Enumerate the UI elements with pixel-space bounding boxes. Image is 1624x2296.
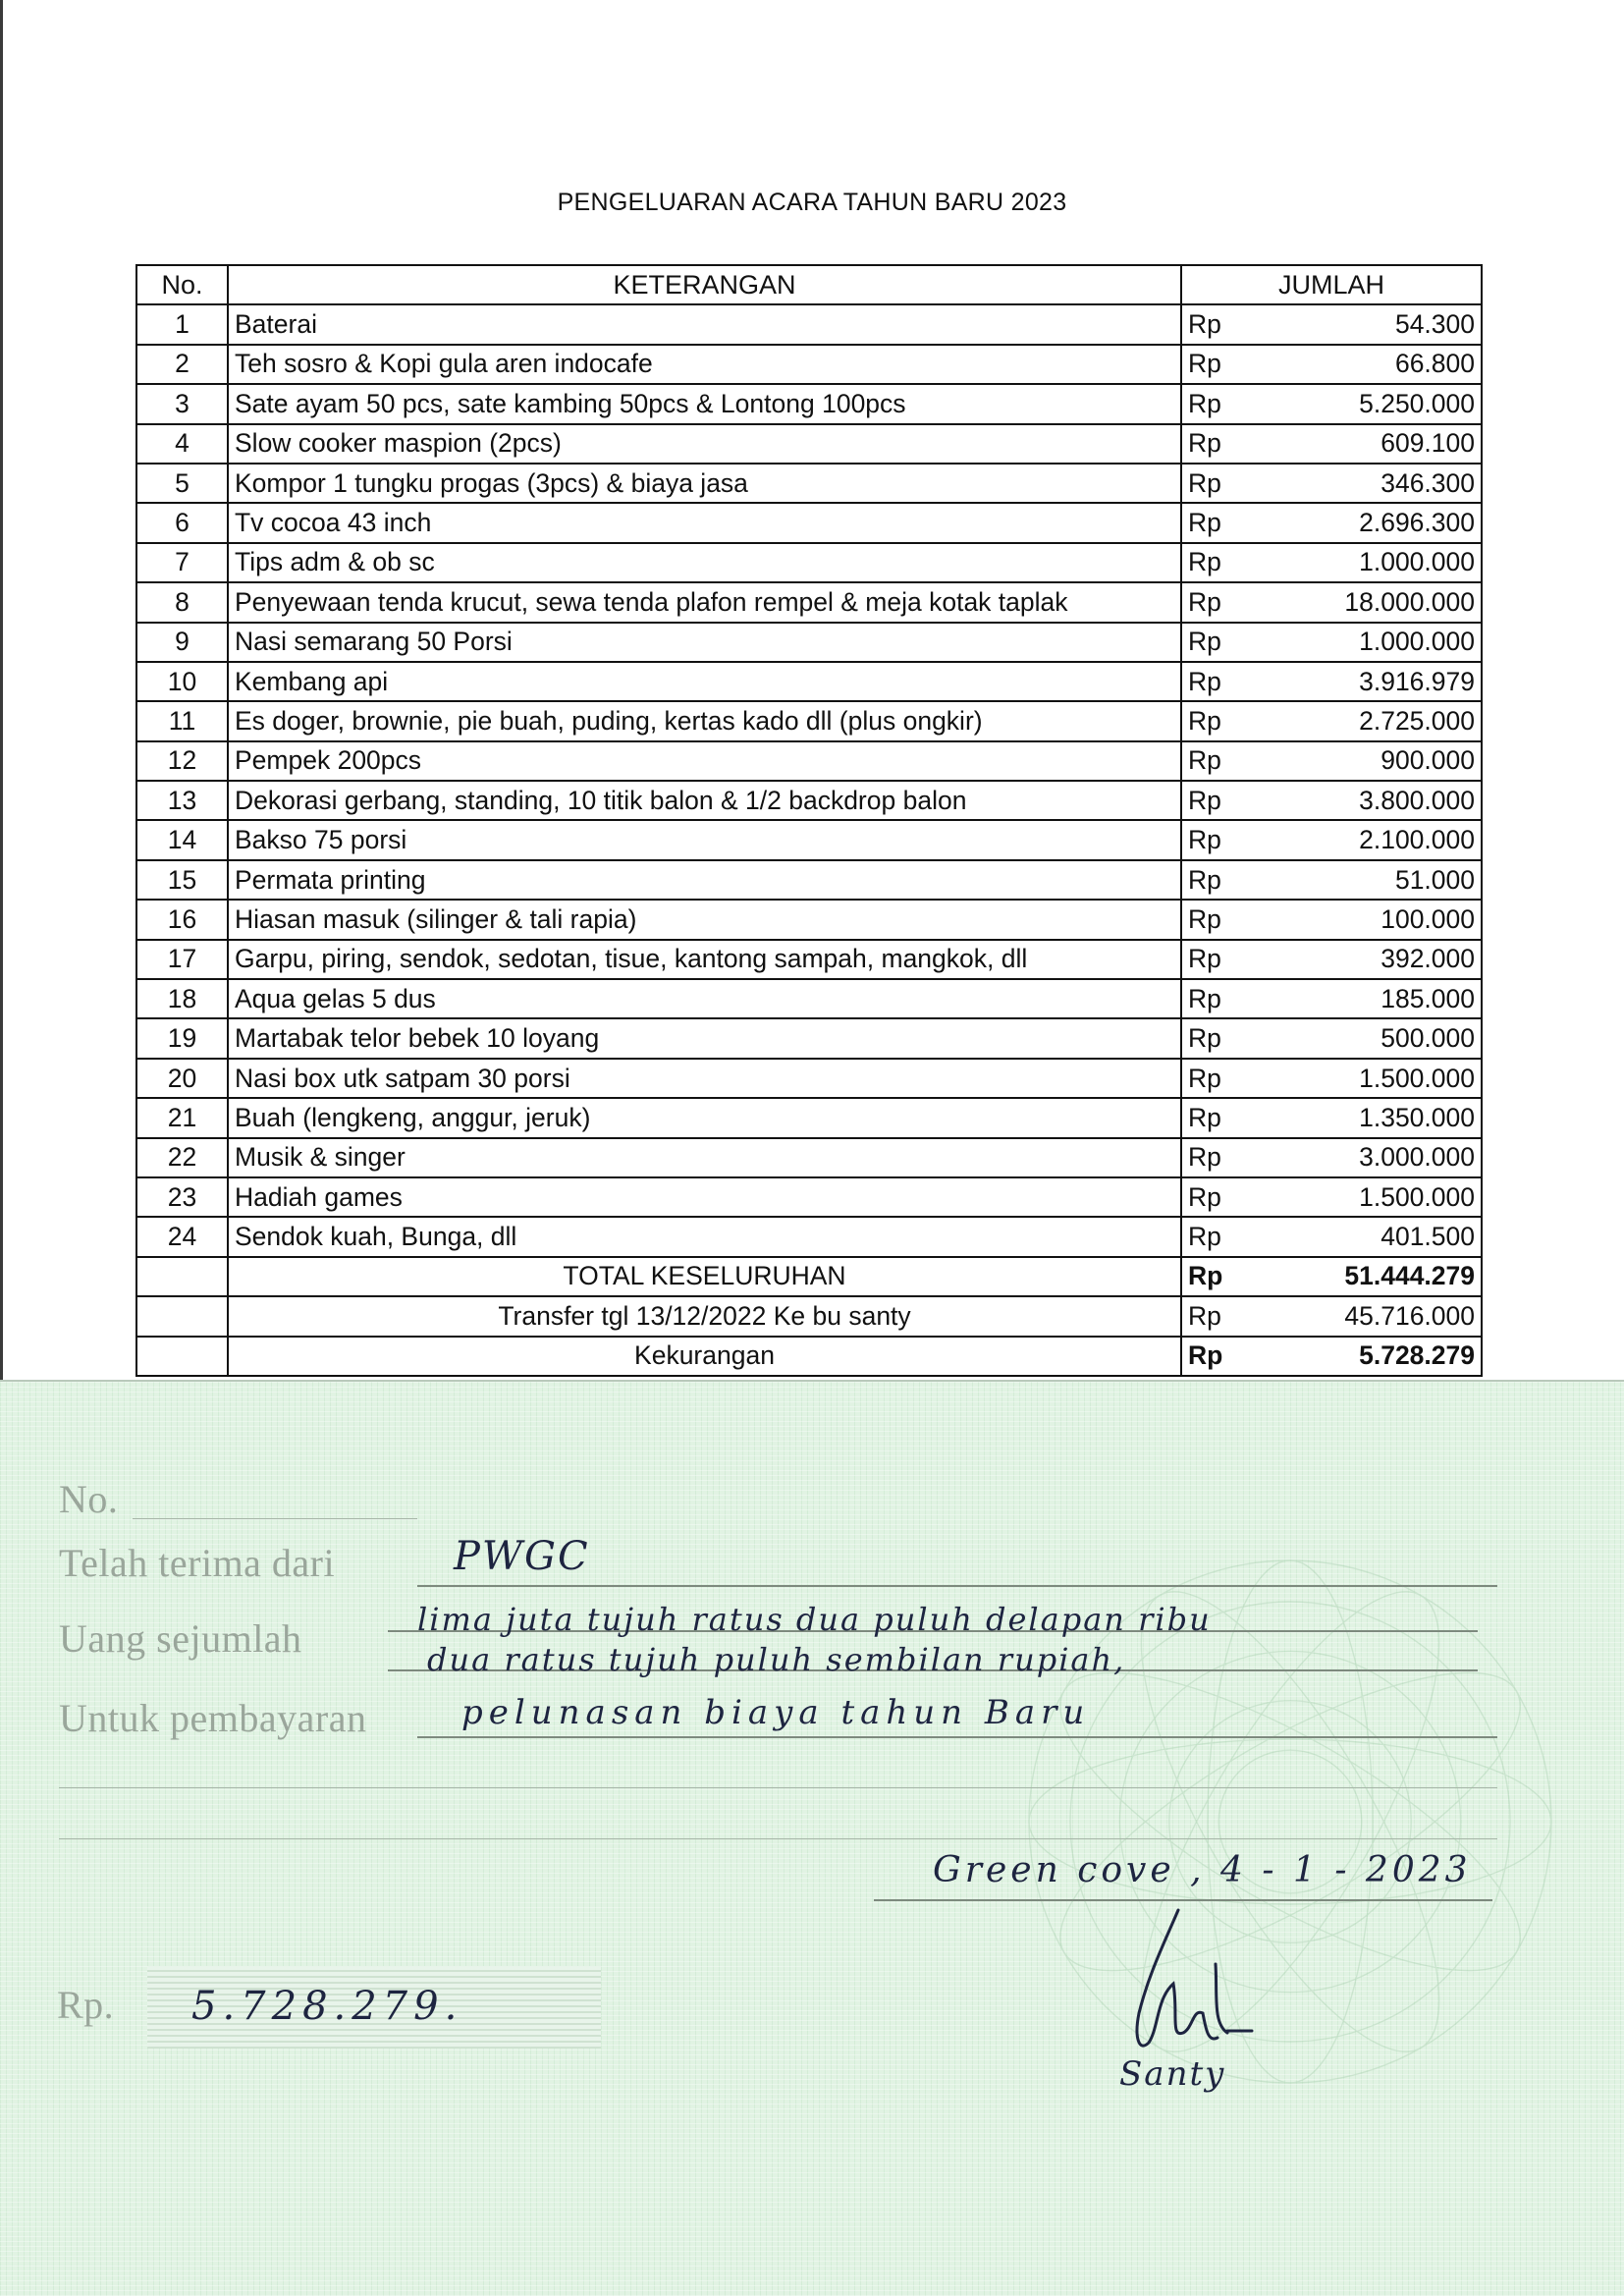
item-currency: Rp — [1181, 543, 1240, 582]
item-currency: Rp — [1181, 345, 1240, 384]
item-currency: Rp — [1181, 464, 1240, 503]
summary-amount: 45.716.000 — [1240, 1296, 1482, 1336]
item-description: Hadiah games — [228, 1177, 1181, 1217]
item-amount: 100.000 — [1240, 900, 1482, 939]
item-currency: Rp — [1181, 304, 1240, 344]
table-row — [136, 464, 1482, 503]
item-description: Es doger, brownie, pie buah, puding, kertas kado dll (plus ongkir) — [228, 701, 1181, 740]
item-amount: 1.000.000 — [1240, 623, 1482, 662]
item-amount: 2.725.000 — [1240, 701, 1482, 740]
item-currency: Rp — [1181, 741, 1240, 781]
item-amount: 2.100.000 — [1240, 820, 1482, 859]
item-amount: 1.350.000 — [1240, 1098, 1482, 1137]
header-jumlah: JUMLAH — [1181, 265, 1482, 304]
item-description: Tips adm & ob sc — [228, 543, 1181, 582]
item-amount: 401.500 — [1240, 1217, 1482, 1256]
summary-amount: 5.728.279 — [1240, 1337, 1482, 1376]
table-row — [136, 304, 1482, 344]
summary-amount: 51.444.279 — [1240, 1257, 1482, 1296]
item-currency: Rp — [1181, 503, 1240, 542]
table-row — [136, 1217, 1482, 1256]
summary-blank-cell — [136, 1257, 228, 1296]
item-number: 10 — [136, 662, 228, 701]
for-payment-label: Untuk pembayaran — [59, 1696, 367, 1740]
table-row — [136, 900, 1482, 939]
summary-row — [136, 1257, 1482, 1296]
item-amount: 51.000 — [1240, 860, 1482, 900]
item-number: 18 — [136, 979, 228, 1018]
place-date-handwriting: Green cove , 4 - 1 - 2023 — [933, 1850, 1472, 1890]
summary-currency: Rp — [1181, 1257, 1240, 1296]
item-number: 7 — [136, 543, 228, 582]
table-row — [136, 662, 1482, 701]
item-currency: Rp — [1181, 940, 1240, 979]
item-number: 20 — [136, 1059, 228, 1098]
summary-blank-cell — [136, 1337, 228, 1376]
item-currency: Rp — [1181, 979, 1240, 1018]
item-currency: Rp — [1181, 384, 1240, 423]
item-number: 15 — [136, 860, 228, 900]
item-description: Sate ayam 50 pcs, sate kambing 50pcs & Lontong 100pcs — [228, 384, 1181, 423]
item-currency: Rp — [1181, 582, 1240, 622]
item-number: 12 — [136, 741, 228, 781]
item-description: Slow cooker maspion (2pcs) — [228, 424, 1181, 464]
summary-row — [136, 1337, 1482, 1376]
item-description: Buah (lengkeng, anggur, jeruk) — [228, 1098, 1181, 1137]
item-amount: 900.000 — [1240, 741, 1482, 781]
item-amount: 66.800 — [1240, 345, 1482, 384]
receipt-no-label: No. — [59, 1477, 119, 1521]
amount-handwriting: 5.728.279. — [191, 1984, 463, 2029]
item-description: Nasi semarang 50 Porsi — [228, 623, 1181, 662]
item-amount: 3.000.000 — [1240, 1138, 1482, 1177]
item-currency: Rp — [1181, 1098, 1240, 1137]
table-row — [136, 345, 1482, 384]
item-number: 19 — [136, 1018, 228, 1058]
summary-label: Transfer tgl 13/12/2022 Ke bu santy — [228, 1296, 1181, 1336]
item-number: 23 — [136, 1177, 228, 1217]
summary-label: Kekurangan — [228, 1337, 1181, 1376]
item-amount: 3.800.000 — [1240, 781, 1482, 820]
item-description: Tv cocoa 43 inch — [228, 503, 1181, 542]
item-currency: Rp — [1181, 1018, 1240, 1058]
item-number: 3 — [136, 384, 228, 423]
item-description: Martabak telor bebek 10 loyang — [228, 1018, 1181, 1058]
table-row — [136, 503, 1482, 542]
summary-label: TOTAL KESELURUHAN — [228, 1257, 1181, 1296]
item-number: 21 — [136, 1098, 228, 1137]
item-number: 5 — [136, 464, 228, 503]
item-currency: Rp — [1181, 662, 1240, 701]
item-description: Dekorasi gerbang, standing, 10 titik balon & 1/2 backdrop balon — [228, 781, 1181, 820]
item-description: Baterai — [228, 304, 1181, 344]
item-currency: Rp — [1181, 900, 1240, 939]
item-description: Pempek 200pcs — [228, 741, 1181, 781]
item-description: Nasi box utk satpam 30 porsi — [228, 1059, 1181, 1098]
item-description: Kompor 1 tungku progas (3pcs) & biaya jasa — [228, 464, 1181, 503]
item-number: 1 — [136, 304, 228, 344]
item-number: 6 — [136, 503, 228, 542]
item-amount: 2.696.300 — [1240, 503, 1482, 542]
item-amount: 3.916.979 — [1240, 662, 1482, 701]
table-row — [136, 1018, 1482, 1058]
item-description: Bakso 75 porsi — [228, 820, 1181, 859]
item-description: Sendok kuah, Bunga, dll — [228, 1217, 1181, 1256]
header-keterangan: KETERANGAN — [228, 265, 1181, 304]
item-currency: Rp — [1181, 1177, 1240, 1217]
item-description: Musik & singer — [228, 1138, 1181, 1177]
summary-currency: Rp — [1181, 1296, 1240, 1336]
summary-currency: Rp — [1181, 1337, 1240, 1376]
item-amount: 185.000 — [1240, 979, 1482, 1018]
rp-label: Rp. — [57, 1983, 115, 2027]
amount-words-label: Uang sejumlah — [59, 1616, 302, 1661]
table-row — [136, 582, 1482, 622]
item-number: 4 — [136, 424, 228, 464]
item-description: Penyewaan tenda krucut, sewa tenda plafon rempel & meja kotak taplak — [228, 582, 1181, 622]
item-currency: Rp — [1181, 820, 1240, 859]
received-from-handwriting: PWGC — [454, 1534, 590, 1579]
item-amount: 1.500.000 — [1240, 1177, 1482, 1217]
blank-line-1 — [59, 1787, 1497, 1788]
item-amount: 346.300 — [1240, 464, 1482, 503]
item-description: Teh sosro & Kopi gula aren indocafe — [228, 345, 1181, 384]
table-row — [136, 741, 1482, 781]
amount-words-handwriting-1: lima juta tujuh ratus dua puluh delapan ribu — [417, 1601, 1212, 1638]
item-amount: 54.300 — [1240, 304, 1482, 344]
table-row — [136, 1059, 1482, 1098]
table-row — [136, 623, 1482, 662]
item-number: 24 — [136, 1217, 228, 1256]
item-number: 14 — [136, 820, 228, 859]
item-currency: Rp — [1181, 1138, 1240, 1177]
table-row — [136, 860, 1482, 900]
table-row — [136, 979, 1482, 1018]
item-description: Hiasan masuk (silinger & tali rapia) — [228, 900, 1181, 939]
item-currency: Rp — [1181, 701, 1240, 740]
item-number: 9 — [136, 623, 228, 662]
item-currency: Rp — [1181, 860, 1240, 900]
item-currency: Rp — [1181, 1217, 1240, 1256]
blank-line-2 — [59, 1838, 1497, 1839]
table-row — [136, 424, 1482, 464]
received-from-label: Telah terima dari — [59, 1541, 336, 1585]
item-amount: 500.000 — [1240, 1018, 1482, 1058]
document-title: PENGELUARAN ACARA TAHUN BARU 2023 — [557, 189, 1067, 216]
item-number: 11 — [136, 701, 228, 740]
table-row — [136, 820, 1482, 859]
signer-name-handwriting: Santy — [1119, 2054, 1226, 2094]
table-row — [136, 1177, 1482, 1217]
table-row — [136, 1138, 1482, 1177]
item-currency: Rp — [1181, 781, 1240, 820]
item-number: 17 — [136, 940, 228, 979]
item-number: 13 — [136, 781, 228, 820]
item-number: 16 — [136, 900, 228, 939]
receipt-no-line — [133, 1518, 417, 1519]
item-amount: 18.000.000 — [1240, 582, 1482, 622]
table-row — [136, 1098, 1482, 1137]
receipt-edge — [0, 1380, 1624, 1382]
item-amount: 5.250.000 — [1240, 384, 1482, 423]
amount-words-handwriting-2: dua ratus tujuh puluh sembilan rupiah, — [427, 1641, 1126, 1678]
summary-row — [136, 1296, 1482, 1336]
header-no: No. — [136, 265, 228, 304]
for-payment-line — [417, 1736, 1497, 1738]
summary-blank-cell — [136, 1296, 228, 1336]
expense-table — [135, 264, 1483, 1377]
item-number: 2 — [136, 345, 228, 384]
item-amount: 609.100 — [1240, 424, 1482, 464]
item-description: Permata printing — [228, 860, 1181, 900]
table-row — [136, 543, 1482, 582]
table-header-row — [136, 265, 1482, 304]
item-amount: 1.000.000 — [1240, 543, 1482, 582]
item-description: Aqua gelas 5 dus — [228, 979, 1181, 1018]
table-row — [136, 384, 1482, 423]
item-currency: Rp — [1181, 424, 1240, 464]
item-amount: 1.500.000 — [1240, 1059, 1482, 1098]
item-amount: 392.000 — [1240, 940, 1482, 979]
table-row — [136, 781, 1482, 820]
item-description: Garpu, piring, sendok, sedotan, tisue, kantong sampah, mangkok, dll — [228, 940, 1181, 979]
item-number: 8 — [136, 582, 228, 622]
for-payment-handwriting: pelunasan biaya tahun Baru — [461, 1693, 1091, 1732]
item-currency: Rp — [1181, 1059, 1240, 1098]
received-from-line — [417, 1585, 1497, 1587]
table-row — [136, 940, 1482, 979]
item-number: 22 — [136, 1138, 228, 1177]
item-currency: Rp — [1181, 623, 1240, 662]
item-description: Kembang api — [228, 662, 1181, 701]
place-date-line — [874, 1899, 1492, 1901]
table-row — [136, 701, 1482, 740]
